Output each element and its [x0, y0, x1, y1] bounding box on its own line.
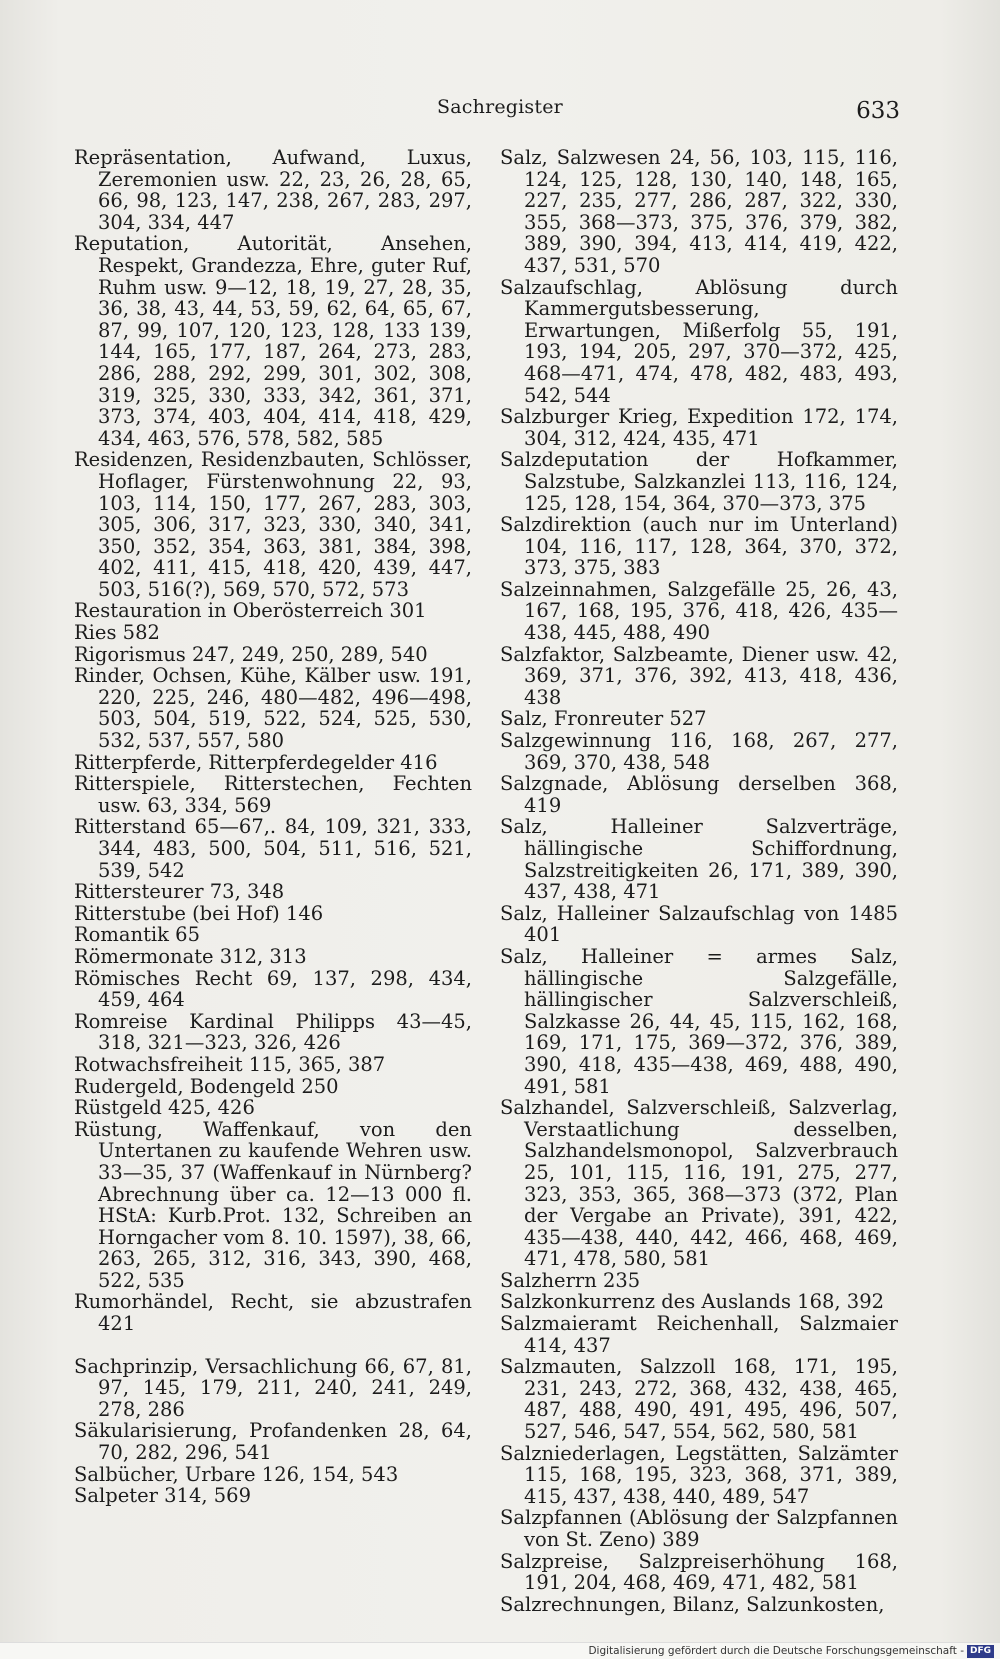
- index-entry: Ritterpferde, Ritterpferdegelder 416: [74, 750, 438, 774]
- index-entry: Sachprinzip, Versachlichung 66, 67, 81, 97, 145, 179, 211, 240, 241, 249, 278, 286: [74, 1354, 472, 1421]
- index-entry: Salbücher, Urbare 126, 154, 543: [74, 1462, 399, 1486]
- index-entry: Salzpfannen (Ablösung der Salzpfannen von St. Zeno) 389: [500, 1506, 898, 1551]
- index-entry: Salzburger Krieg, Expedition 172, 174, 304, 312, 424, 435, 471: [500, 405, 898, 450]
- index-entry: Rigorismus 247, 249, 250, 289, 540: [74, 642, 428, 666]
- index-entry: Salzaufschlag, Ablösung durch Kammergutsbesserung, Erwartungen, Mißerfolg 55, 191, 193, 194, 205, 297, 370—372, 425, 468—471, 474, 478, 482, 483, 493, 542, 544: [500, 275, 898, 407]
- index-entry: Rumorhändel, Recht, sie abzustrafen 421: [74, 1290, 472, 1336]
- index-entry: Rotwachsfreiheit 115, 365, 387: [74, 1052, 386, 1076]
- index-entry: Ritterstand 65—67,. 84, 109, 321, 333, 344, 483, 500, 504, 511, 516, 521, 539, 542: [74, 815, 472, 882]
- index-entry: Salzkonkurrenz des Auslands 168, 392: [500, 1290, 885, 1314]
- index-entry: Romantik 65: [74, 923, 200, 947]
- index-entry: Salzmauten, Salzzoll 168, 171, 195, 231, 243, 272, 368, 432, 438, 465, 487, 488, 490, 491, 495, 496, 507, 527, 546, 547, 554, 562, 580, 581: [500, 1355, 898, 1444]
- index-entry: Salzeinnahmen, Salzgefälle 25, 26, 43, 167, 168, 195, 376, 418, 426, 435—438, 445, 488, 490: [500, 577, 898, 645]
- index-entry: Salzhandel, Salzverschleiß, Salzverlag, Verstaatlichung desselben, Salzhandelsmonopol, Salzverbrauch 25, 101, 115, 116, 191, 275, 277, 323, 353, 365, 368—373 (372, Plan der Vergabe an Private), 391, 422, 435—438, 440, 442, 466, 468, 469, 471, 478, 580, 581: [500, 1096, 898, 1271]
- page-number: 633: [856, 98, 900, 124]
- index-entry: Ries 582: [74, 621, 160, 645]
- left-column: [74, 147, 472, 1507]
- index-entry: Salzrechnungen, Bilanz, Salzunkosten,: [500, 1592, 885, 1616]
- dfg-footer: [0, 1642, 1000, 1659]
- index-entry: Salzgewinnung 116, 168, 267, 277, 369, 370, 438, 548: [500, 729, 898, 774]
- index-entry: Salzniederlagen, Legstätten, Salzämter 115, 168, 195, 323, 368, 371, 389, 415, 437, 438, 440, 489, 547: [500, 1441, 898, 1508]
- dfg-logo: DFG: [967, 1645, 994, 1658]
- index-entry: Rinder, Ochsen, Kühe, Kälber usw. 191, 220, 225, 246, 480—482, 496—498, 503, 504, 519, 522, 524, 525, 530, 532, 537, 557, 580: [74, 664, 472, 753]
- index-entry: Rüstung, Waffenkauf, von den Untertanen zu kaufende Wehren usw. 33—35, 37 (Waffenkauf in Nürnberg? Abrechnung über ca. 12—13 000 fl. HStA: Kurb.Prot. 132, Schreiben an Horngacher vom 8. 10. 1597), 38, 66, 263, 265, 312, 316, 343, 390, 468, 522, 535: [74, 1117, 472, 1292]
- index-entry: Salz, Halleiner = armes Salz, hällingische Salzgefälle, hällingischer Salzverschleiß, Salzkasse 26, 44, 45, 115, 162, 168, 169, 171, 175, 369—372, 376, 389, 390, 418, 435—438, 469, 488, 490, 491, 581: [500, 944, 898, 1098]
- page-title: Sachregister: [437, 96, 563, 118]
- index-entry: Salzherrn 235: [500, 1268, 641, 1292]
- index-entry: Salzmaieramt Reichenhall, Salzmaier 414, 437: [500, 1312, 898, 1357]
- right-column: [500, 147, 898, 1615]
- index-entry: Salzgnade, Ablösung derselben 368, 419: [500, 772, 898, 817]
- index-entry: Salzdeputation der Hofkammer, Salzstube, Salzkanzlei 113, 116, 124, 125, 128, 154, 364, 370—373, 375: [500, 448, 898, 515]
- index-entry: Salzpreise, Salzpreiserhöhung 168, 191, 204, 468, 469, 471, 482, 581: [500, 1549, 898, 1595]
- index-entry: Salzfaktor, Salzbeamte, Diener usw. 42, 369, 371, 376, 392, 413, 418, 436, 438: [500, 642, 898, 709]
- index-entry: Salpeter 314, 569: [74, 1484, 251, 1508]
- index-entry: Römisches Recht 69, 137, 298, 434, 459, 464: [74, 966, 472, 1012]
- index-entry: Salz, Halleiner Salzaufschlag von 1485 401: [500, 901, 898, 947]
- index-entry: Römermonate 312, 313: [74, 944, 307, 968]
- index-entry: Rittersteurer 73, 348: [74, 880, 285, 904]
- index-entry: Repräsentation, Aufwand, Luxus, Zeremonien usw. 22, 23, 26, 28, 65, 66, 98, 123, 147, 238, 267, 283, 297, 304, 334, 447: [74, 146, 472, 234]
- index-entry: Säkularisierung, Profandenken 28, 64, 70, 282, 296, 541: [74, 1419, 472, 1465]
- index-entry: Salz, Salzwesen 24, 56, 103, 115, 116, 124, 125, 128, 130, 140, 148, 165, 227, 235, 277, 286, 287, 322, 330, 355, 368—373, 375, 376, 379, 382, 389, 390, 394, 413, 414, 419, 422, 437, 531, 570: [500, 146, 898, 277]
- index-entry: Rüstgeld 425, 426: [74, 1096, 255, 1120]
- section-gap: [74, 1335, 472, 1356]
- index-entry: Romreise Kardinal Philipps 43—45, 318, 321—323, 326, 426: [74, 1009, 472, 1055]
- index-entry: Salzdirektion (auch nur im Unterland) 104, 116, 117, 128, 364, 370, 372, 373, 375, 383: [500, 513, 898, 580]
- footer-text: Digitalisierung gefördert durch die Deutsche Forschungsgemeinschaft -: [588, 1645, 964, 1657]
- index-entry: Reputation, Autorität, Ansehen, Respekt, Grandezza, Ehre, guter Ruf, Ruhm usw. 9—12, 18, 19, 27, 28, 35, 36, 38, 43, 44, 53, 59, 62, 64, 65, 67, 87, 99, 107, 120, 123, 128, 133 139, 144, 165, 177, 187, 264, 273, 283, 286, 288, 292, 299, 301, 302, 308, 319, 325, 330, 333, 342, 361, 371, 373, 374, 403, 404, 414, 418, 429, 434, 463, 576, 578, 582, 585: [74, 232, 472, 450]
- index-entry: Residenzen, Residenzbauten, Schlösser, Hoflager, Fürstenwohnung 22, 93, 103, 114, 150, 177, 267, 283, 303, 305, 306, 317, 323, 330, 340, 341, 350, 352, 354, 363, 381, 384, 398, 402, 411, 415, 418, 420, 439, 447, 503, 516(?), 569, 570, 572, 573: [74, 448, 472, 601]
- index-entry: Salz, Halleiner Salzverträge, hällingische Schiffordnung, Salzstreitigkeiten 26, 171, 389, 390, 437, 438, 471: [500, 815, 898, 904]
- index-entry: Ritterspiele, Ritterstechen, Fechten usw. 63, 334, 569: [74, 772, 472, 817]
- index-entry: Restauration in Oberösterreich 301: [74, 599, 427, 623]
- index-entry: Rudergeld, Bodengeld 250: [74, 1074, 339, 1098]
- index-entry: Salz, Fronreuter 527: [500, 707, 707, 731]
- index-entry: Ritterstube (bei Hof) 146: [74, 901, 324, 925]
